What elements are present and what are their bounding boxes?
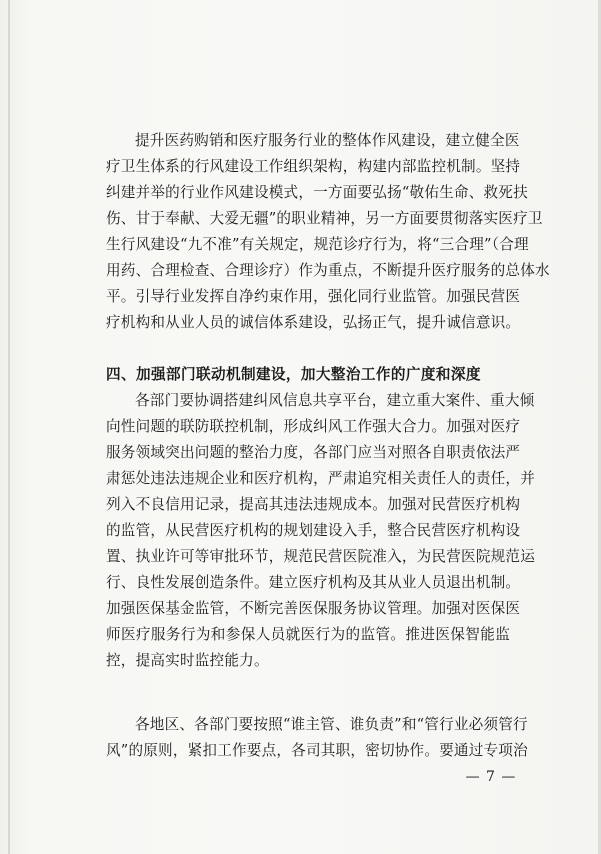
scan-edge-left — [8, 0, 10, 854]
paragraph-line: 各部门要协调搭建纠风信息共享平台，建立重大案件、重大倾 — [135, 392, 535, 409]
paragraph-line: 疗机构和从业人员的诚信体系建设，弘扬正气，提升诚信意识。 — [106, 314, 521, 331]
paragraph-line: 肃惩处违法违规企业和医疗机构，严肃追究相关责任人的责任，并 — [106, 470, 536, 487]
paragraph-line: 置、执业许可等审批环节，规范民营医院准入，为民营医院规范运 — [106, 548, 536, 565]
paragraph-line: 行、良性发展创造条件。建立医疗机构及其从业人员退出机制。 — [106, 574, 521, 591]
paragraph-line: 加强医保基金监管，不断完善医保服务协议管理。加强对医保医 — [106, 600, 521, 617]
section-heading-4 — [106, 362, 510, 388]
paragraph-line: 用药、合理检查、合理诊疗）作为重点，不断提升医疗服务的总体水 — [106, 262, 550, 279]
page-number: — 7 — — [465, 769, 517, 785]
section-heading-text: 四、加强部门联动机制建设，加大整治工作的广度和深度 — [106, 366, 481, 383]
paragraph-line: 疗卫生体系的行风建设工作组织架构，构建内部监控机制。坚持 — [106, 158, 521, 175]
paragraph-line: 服务领域突出问题的整治力度，各部门应当对照各自职责依法严 — [106, 444, 521, 461]
paragraph-line: 提升医药购销和医疗服务行业的整体作风建设，建立健全医 — [135, 132, 520, 149]
paragraph-responsibility — [106, 712, 528, 764]
paragraph-line: 平。引导行业发挥自净约束作用，强化同行业监管。加强民营医 — [106, 288, 521, 305]
paragraph-line: 纠建并举的行业作风建设模式，一方面要弘扬“敬佑生命、救死扶 — [106, 184, 528, 201]
paragraph-line: 列入不良信用记录，提高其违法违规成本。加强对民营医疗机构 — [106, 496, 521, 513]
paragraph-line: 生行风建设“九不准”有关规定，规范诊疗行为，将“三合理”（合理 — [106, 236, 529, 253]
paragraph-line: 风”的原则，紧扣工作要点，各司其职，密切协作。要通过专项治 — [106, 742, 528, 759]
paragraph-line: 各地区、各部门要按照“谁主管、谁负责”和“管行业必须管行 — [135, 716, 528, 733]
paragraph-character-building — [106, 128, 550, 336]
paragraph-line: 向性问题的联防联控机制，形成纠风工作强大合力。加强对医疗 — [106, 418, 521, 435]
paragraph-line: 控，提高实时监控能力。 — [106, 652, 269, 669]
paragraph-line: 师医疗服务行为和参保人员就医行为的监管。推进医保智能监 — [106, 626, 510, 643]
paragraph-line: 的监管，从民营医疗机构的规划建设入手，整合民营医疗机构设 — [106, 522, 521, 539]
paragraph-department-coordination — [106, 388, 536, 674]
paragraph-line: 伤、甘于奉献、大爱无疆”的职业精神，另一方面要贯彻落实医疗卫 — [106, 210, 543, 227]
